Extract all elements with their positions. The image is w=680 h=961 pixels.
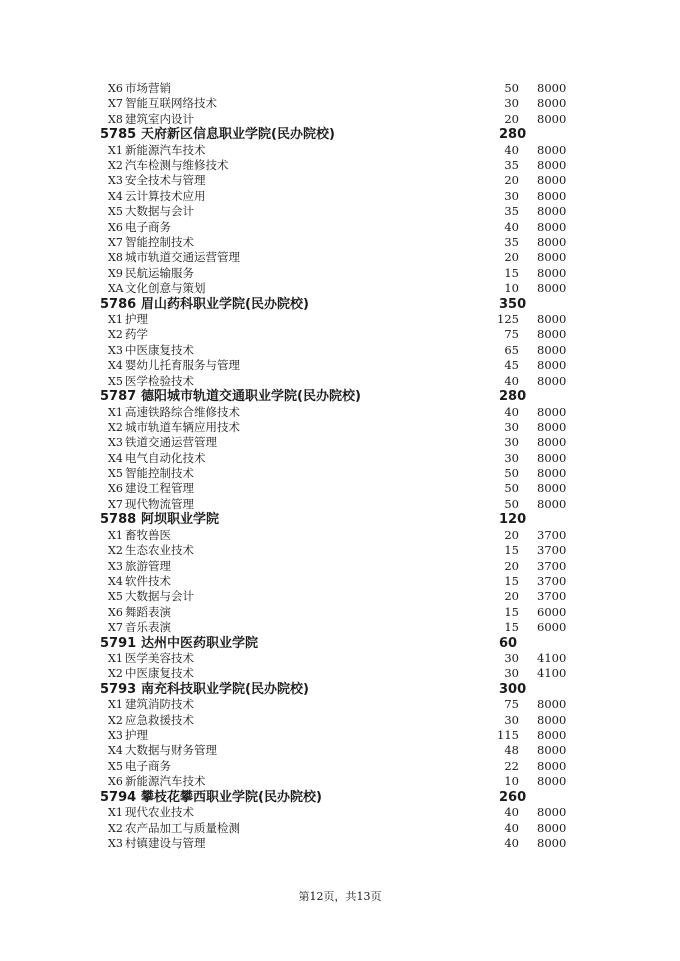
major-fee: 8000 — [537, 235, 567, 250]
major-fee: 8000 — [537, 712, 567, 727]
major-fee: 8000 — [537, 312, 567, 327]
major-row — [0, 759, 680, 774]
major-plan: 30 — [504, 419, 519, 434]
major-name: 电子商务 — [125, 219, 171, 234]
major-plan: 75 — [504, 697, 519, 712]
major-row — [0, 481, 680, 496]
major-fee: 8000 — [537, 743, 567, 758]
major-fee: 8000 — [537, 327, 567, 342]
major-fee: 3700 — [537, 543, 567, 558]
institution-code: 5786 — [100, 296, 137, 312]
institution-code: 5788 — [100, 512, 137, 528]
major-plan: 15 — [504, 573, 519, 588]
major-code: X1 — [108, 528, 123, 542]
major-plan: 50 — [504, 81, 519, 95]
major-fee: 8000 — [537, 81, 567, 95]
major-plan: 20 — [504, 173, 519, 188]
major-fee: 3700 — [537, 573, 567, 588]
major-plan: 15 — [504, 265, 519, 280]
major-fee: 6000 — [537, 604, 567, 619]
major-plan: 30 — [504, 666, 519, 681]
major-plan: 15 — [504, 620, 519, 635]
major-plan: 22 — [504, 758, 519, 773]
major-name: 现代农业技术 — [125, 805, 194, 820]
major-row — [0, 343, 680, 358]
major-name: 中医康复技术 — [125, 666, 194, 681]
major-fee: 6000 — [537, 620, 567, 635]
institution-name: 南充科技职业学院(民办院校) — [141, 681, 309, 697]
major-plan: 125 — [497, 312, 519, 327]
institution-code: 5787 — [100, 389, 137, 405]
major-plan: 30 — [504, 651, 519, 665]
major-row — [0, 728, 680, 743]
institution-name: 阿坝职业学院 — [141, 512, 220, 528]
major-plan: 45 — [504, 358, 519, 373]
page-footer: 第12页，共13页 — [298, 890, 382, 903]
institution-row — [0, 389, 680, 405]
major-code: X3 — [108, 729, 123, 743]
major-fee: 8000 — [537, 204, 567, 219]
major-row — [0, 466, 680, 481]
institution-row — [0, 636, 680, 652]
major-code: X4 — [108, 744, 123, 758]
major-code: X2 — [108, 159, 123, 173]
major-fee: 8000 — [537, 496, 567, 511]
institution-name: 达州中医药职业学院 — [141, 635, 259, 651]
institution-name: 攀枝花攀西职业学院(民办院校) — [141, 789, 322, 805]
major-row — [0, 589, 680, 604]
major-code: X5 — [108, 759, 123, 773]
major-row — [0, 651, 680, 666]
major-plan: 30 — [504, 712, 519, 727]
major-row — [0, 81, 680, 96]
major-code: X3 — [108, 343, 123, 357]
major-name: 智能互联网络技术 — [125, 96, 217, 111]
major-code: X7 — [108, 236, 123, 250]
major-name: 智能控制技术 — [125, 235, 194, 250]
major-name: 大数据与财务管理 — [125, 743, 217, 758]
major-code: X6 — [108, 220, 123, 234]
major-row — [0, 805, 680, 820]
major-plan: 30 — [504, 96, 519, 111]
major-fee: 3700 — [537, 527, 567, 542]
major-code: X1 — [108, 313, 123, 327]
major-row — [0, 312, 680, 327]
major-fee: 4100 — [537, 651, 567, 665]
major-plan: 50 — [504, 481, 519, 496]
major-row — [0, 528, 680, 543]
major-plan: 35 — [504, 204, 519, 219]
institution-name: 德阳城市轨道交通职业学院(民办院校) — [141, 389, 361, 405]
major-name: 民航运输服务 — [125, 265, 194, 280]
major-row — [0, 204, 680, 219]
institution-total: 260 — [499, 789, 527, 805]
major-plan: 10 — [504, 281, 519, 296]
major-plan: 20 — [504, 589, 519, 604]
major-name: 云计算技术应用 — [125, 188, 206, 203]
institution-row — [0, 512, 680, 528]
institution-total: 300 — [499, 681, 527, 697]
major-row — [0, 774, 680, 789]
major-row — [0, 420, 680, 435]
major-name: 大数据与会计 — [125, 204, 194, 219]
major-row — [0, 220, 680, 235]
major-fee: 8000 — [537, 450, 567, 465]
major-code: X6 — [108, 605, 123, 619]
major-fee: 3700 — [537, 558, 567, 573]
major-fee: 8000 — [537, 265, 567, 280]
major-name: 村镇建设与管理 — [125, 835, 206, 850]
major-name: 婴幼儿托育服务与管理 — [125, 358, 240, 373]
major-name: 现代物流管理 — [125, 496, 194, 511]
major-plan: 15 — [504, 543, 519, 558]
major-code: X3 — [108, 436, 123, 450]
major-name: 旅游管理 — [125, 558, 171, 573]
major-name: 护理 — [125, 728, 148, 743]
major-name: 大数据与会计 — [125, 589, 194, 604]
major-fee: 8000 — [537, 373, 567, 388]
major-plan: 50 — [504, 466, 519, 481]
major-name: 安全技术与管理 — [125, 173, 206, 188]
institution-code: 5794 — [100, 789, 137, 805]
major-fee: 8000 — [537, 419, 567, 434]
major-name: 文化创意与策划 — [125, 281, 206, 296]
major-code: X7 — [108, 621, 123, 635]
major-row — [0, 543, 680, 558]
major-row — [0, 605, 680, 620]
major-row — [0, 374, 680, 389]
major-name: 建设工程管理 — [125, 481, 194, 496]
major-code: X6 — [108, 775, 123, 789]
major-code: X1 — [108, 405, 123, 419]
major-fee: 8000 — [537, 111, 567, 126]
major-code: XA — [108, 282, 124, 296]
institution-row — [0, 790, 680, 806]
major-row — [0, 836, 680, 851]
major-name: 应急救援技术 — [125, 712, 194, 727]
major-name: 城市轨道车辆应用技术 — [125, 419, 240, 434]
major-name: 高速铁路综合维修技术 — [125, 404, 240, 419]
major-code: X4 — [108, 574, 123, 588]
major-name: 音乐表演 — [125, 620, 171, 635]
major-code: X3 — [108, 559, 123, 573]
major-row — [0, 112, 680, 127]
major-fee: 8000 — [537, 481, 567, 496]
institution-code: 5791 — [100, 635, 137, 651]
major-row — [0, 821, 680, 836]
major-fee: 3700 — [537, 589, 567, 604]
major-fee: 8000 — [537, 728, 567, 743]
major-row — [0, 266, 680, 281]
major-name: 城市轨道交通运营管理 — [125, 250, 240, 265]
major-row — [0, 743, 680, 758]
major-plan: 30 — [504, 450, 519, 465]
major-row — [0, 713, 680, 728]
major-fee: 8000 — [537, 281, 567, 296]
major-code: X1 — [108, 143, 123, 157]
major-plan: 20 — [504, 527, 519, 542]
major-row — [0, 666, 680, 681]
major-fee: 8000 — [537, 96, 567, 111]
major-name: 软件技术 — [125, 573, 171, 588]
major-name: 舞蹈表演 — [125, 604, 171, 619]
major-plan: 40 — [504, 404, 519, 419]
major-row — [0, 189, 680, 204]
major-plan: 35 — [504, 235, 519, 250]
institution-total: 280 — [499, 127, 527, 143]
major-fee: 8000 — [537, 250, 567, 265]
major-plan: 65 — [504, 342, 519, 357]
major-row — [0, 281, 680, 296]
institution-name: 眉山药科职业学院(民办院校) — [141, 296, 309, 312]
major-name: 医学美容技术 — [125, 651, 194, 665]
major-row — [0, 250, 680, 265]
major-code: X4 — [108, 451, 123, 465]
major-code: X6 — [108, 82, 123, 95]
major-row — [0, 451, 680, 466]
major-name: 智能控制技术 — [125, 466, 194, 481]
major-fee: 8000 — [537, 342, 567, 357]
major-plan: 20 — [504, 558, 519, 573]
major-row — [0, 405, 680, 420]
major-plan: 40 — [504, 805, 519, 820]
major-plan: 75 — [504, 327, 519, 342]
major-name: 畜牧兽医 — [125, 527, 171, 542]
institution-row — [0, 127, 680, 143]
institution-total: 280 — [499, 389, 527, 405]
major-code: X2 — [108, 821, 123, 835]
major-plan: 40 — [504, 219, 519, 234]
institution-name: 天府新区信息职业学院(民办院校) — [141, 127, 335, 143]
major-plan: 20 — [504, 111, 519, 126]
major-name: 新能源汽车技术 — [125, 774, 206, 789]
major-fee: 8000 — [537, 435, 567, 450]
major-code: X7 — [108, 497, 123, 511]
major-plan: 40 — [504, 820, 519, 835]
major-row — [0, 327, 680, 342]
major-fee: 8000 — [537, 219, 567, 234]
major-plan: 48 — [504, 743, 519, 758]
major-code: X2 — [108, 420, 123, 434]
major-code: X4 — [108, 359, 123, 373]
major-name: 建筑消防技术 — [125, 697, 194, 712]
institution-total: 350 — [499, 296, 527, 312]
major-fee: 8000 — [537, 142, 567, 157]
major-fee: 8000 — [537, 820, 567, 835]
major-code: X3 — [108, 836, 123, 850]
major-fee: 8000 — [537, 835, 567, 850]
major-name: 新能源汽车技术 — [125, 142, 206, 157]
major-fee: 8000 — [537, 774, 567, 789]
major-row — [0, 235, 680, 250]
major-code: X2 — [108, 713, 123, 727]
major-code: X6 — [108, 482, 123, 496]
institution-code: 5793 — [100, 681, 137, 697]
major-name: 市场营销 — [125, 81, 171, 95]
major-code: X1 — [108, 698, 123, 712]
major-name: 生态农业技术 — [125, 543, 194, 558]
major-name: 农产品加工与质量检测 — [125, 820, 240, 835]
major-name: 铁道交通运营管理 — [125, 435, 217, 450]
major-name: 电气自动化技术 — [125, 450, 206, 465]
major-fee: 8000 — [537, 805, 567, 820]
major-code: X2 — [108, 667, 123, 681]
major-plan: 30 — [504, 188, 519, 203]
institution-code: 5785 — [100, 127, 137, 143]
major-row — [0, 559, 680, 574]
major-row — [0, 620, 680, 635]
major-code: X9 — [108, 266, 123, 280]
enrollment-table — [0, 81, 680, 851]
major-name: 护理 — [125, 312, 148, 327]
major-code: X7 — [108, 97, 123, 111]
major-name: 医学检验技术 — [125, 373, 194, 388]
major-plan: 40 — [504, 835, 519, 850]
major-fee: 8000 — [537, 358, 567, 373]
major-plan: 115 — [497, 728, 519, 743]
major-code: X1 — [108, 652, 123, 665]
institution-row — [0, 297, 680, 313]
major-code: X5 — [108, 205, 123, 219]
major-name: 中医康复技术 — [125, 342, 194, 357]
major-code: X1 — [108, 806, 123, 820]
major-fee: 8000 — [537, 188, 567, 203]
major-plan: 20 — [504, 250, 519, 265]
major-plan: 40 — [504, 142, 519, 157]
major-fee: 8000 — [537, 158, 567, 173]
major-fee: 4100 — [537, 666, 567, 681]
major-fee: 8000 — [537, 404, 567, 419]
major-row — [0, 143, 680, 158]
major-fee: 8000 — [537, 173, 567, 188]
major-row — [0, 173, 680, 188]
major-code: X3 — [108, 174, 123, 188]
major-row — [0, 435, 680, 450]
major-name: 汽车检测与维修技术 — [125, 158, 229, 173]
major-plan: 10 — [504, 774, 519, 789]
major-name: 药学 — [125, 327, 148, 342]
major-plan: 40 — [504, 373, 519, 388]
major-fee: 8000 — [537, 466, 567, 481]
institution-row — [0, 682, 680, 698]
institution-total: 60 — [499, 635, 518, 651]
major-plan: 50 — [504, 496, 519, 511]
major-code: X2 — [108, 544, 123, 558]
major-plan: 35 — [504, 158, 519, 173]
major-code: X8 — [108, 112, 123, 126]
major-row — [0, 158, 680, 173]
major-fee: 8000 — [537, 758, 567, 773]
major-row — [0, 497, 680, 512]
major-plan: 15 — [504, 604, 519, 619]
major-row — [0, 96, 680, 111]
major-row — [0, 697, 680, 712]
institution-total: 120 — [499, 512, 527, 528]
major-fee: 8000 — [537, 697, 567, 712]
major-code: X4 — [108, 189, 123, 203]
major-code: X5 — [108, 590, 123, 604]
major-code: X5 — [108, 374, 123, 388]
major-code: X2 — [108, 328, 123, 342]
major-code: X5 — [108, 467, 123, 481]
major-plan: 30 — [504, 435, 519, 450]
major-row — [0, 574, 680, 589]
major-row — [0, 358, 680, 373]
major-name: 建筑室内设计 — [125, 111, 194, 126]
major-name: 电子商务 — [125, 758, 171, 773]
major-code: X8 — [108, 251, 123, 265]
